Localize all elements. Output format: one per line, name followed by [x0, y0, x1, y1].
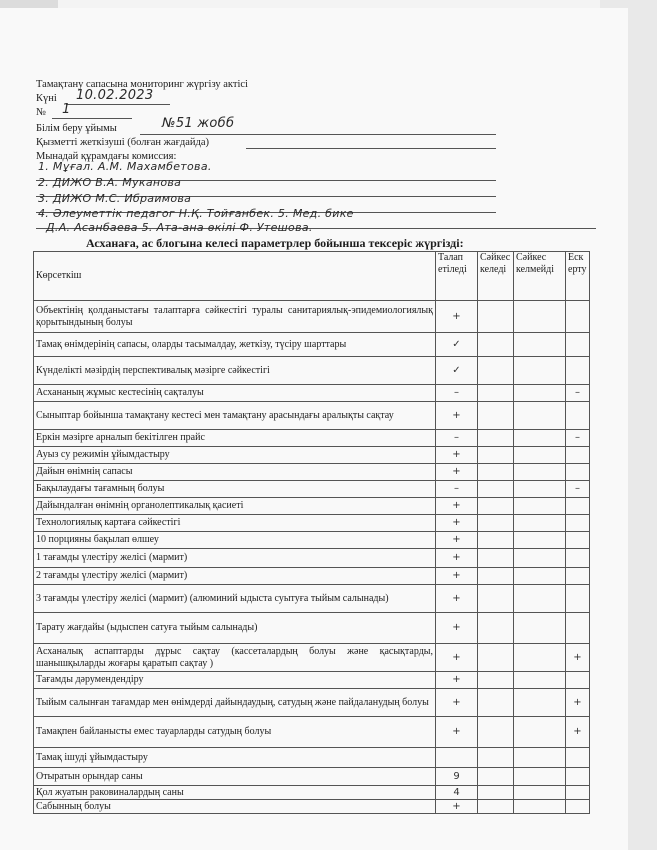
table-row [34, 515, 590, 532]
row-compliant-mark [478, 585, 514, 613]
commission-member-5: Д.А. Асанбаева 5. Ата-ана өкілі Ф. Утешова. [46, 221, 313, 234]
row-noncompliant-mark [514, 515, 566, 532]
row-note-mark: – [566, 385, 590, 402]
row-noncompliant-mark [514, 301, 566, 333]
row-required-mark: – [436, 385, 478, 402]
row-label: 1 тағамды үлестіру желісі (мармит) [34, 549, 436, 568]
row-compliant-mark [478, 549, 514, 568]
table-row [34, 672, 590, 689]
row-noncompliant-mark [514, 385, 566, 402]
row-label: Асханалық аспаптарды дұрыс сақтау (кассеталардың болуы және қасықтарды, шанышқыларды жоғары қаратып сақтау ) [34, 644, 436, 672]
row-note-mark [566, 786, 590, 800]
row-noncompliant-mark [514, 464, 566, 481]
row-compliant-mark [478, 515, 514, 532]
table-row [34, 717, 590, 748]
row-noncompliant-mark [514, 447, 566, 464]
row-label: Тамақ ішуді ұйымдастыру [34, 748, 436, 768]
header-compliant: Сәйкес келеді [478, 252, 514, 301]
row-label: Ауыз су режимін ұйымдастыру [34, 447, 436, 464]
table-row [34, 532, 590, 549]
row-required-mark: + [436, 498, 478, 515]
row-label: Еркін мәзірге арналып бекітілген прайс [34, 430, 436, 447]
row-noncompliant-mark [514, 481, 566, 498]
provider-label: Қызметті жеткізуші (болған жағдайда) [36, 137, 210, 148]
table-row [34, 689, 590, 717]
row-note-mark [566, 447, 590, 464]
row-noncompliant-mark [514, 800, 566, 814]
row-label: Бақылаудағы тағамның болуы [34, 481, 436, 498]
row-noncompliant-mark [514, 768, 566, 786]
header-indicator: Көрсеткіш [34, 252, 436, 301]
commission-member-4: 4. Әлеуметтік педагог Н.Қ. Тойғанбек. 5. Мед. бике [38, 207, 354, 220]
row-required-mark: + [436, 549, 478, 568]
row-noncompliant-mark [514, 585, 566, 613]
table-row [34, 613, 590, 644]
table-row [34, 498, 590, 515]
row-note-mark [566, 498, 590, 515]
number-label: № [36, 107, 47, 118]
row-note-mark [566, 585, 590, 613]
row-label: Объектінің қолданыстағы талаптарға сәйкестігі туралы санитариялық-эпидемиологиялық қорытындының болуы [34, 301, 436, 333]
commission-label: Мынадай құрамдағы комиссия: [36, 151, 177, 162]
row-label: Тағамды дәрумендендіру [34, 672, 436, 689]
row-note-mark [566, 748, 590, 768]
row-noncompliant-mark [514, 568, 566, 585]
row-label: Асхананың жұмыс кестесінің сақталуы [34, 385, 436, 402]
row-compliant-mark [478, 357, 514, 385]
row-compliant-mark [478, 498, 514, 515]
row-label: Отыратын орындар саны [34, 768, 436, 786]
row-note-mark [566, 464, 590, 481]
table-row [34, 481, 590, 498]
row-noncompliant-mark [514, 672, 566, 689]
row-required-mark [436, 748, 478, 768]
row-label: 2 тағамды үлестіру желісі (мармит) [34, 568, 436, 585]
row-required-mark: ✓ [436, 357, 478, 385]
row-required-mark: + [436, 568, 478, 585]
row-label: Дайын өнімнің сапасы [34, 464, 436, 481]
table-row [34, 447, 590, 464]
row-required-mark: ✓ [436, 333, 478, 357]
row-label: Сабынның болуы [34, 800, 436, 814]
number-value: 1 [62, 102, 71, 117]
table-row [34, 333, 590, 357]
row-required-mark: + [436, 613, 478, 644]
row-compliant-mark [478, 447, 514, 464]
header-note: Ескерту [566, 252, 590, 301]
table-row [34, 748, 590, 768]
row-noncompliant-mark [514, 748, 566, 768]
table-row [34, 301, 590, 333]
row-label: Қол жуатын раковиналардың саны [34, 786, 436, 800]
row-note-mark [566, 357, 590, 385]
row-compliant-mark [478, 385, 514, 402]
table-row [34, 549, 590, 568]
commission-member-1: 1. Мұғал. А.М. Махамбетова. [38, 160, 212, 173]
school-label: Білім беру ұйымы [36, 123, 117, 134]
row-noncompliant-mark [514, 333, 566, 357]
commission-member-3: 3. ДИЖО М.С. Ибраимова [38, 192, 192, 205]
row-note-mark: + [566, 644, 590, 672]
row-note-mark [566, 515, 590, 532]
row-compliant-mark [478, 481, 514, 498]
row-compliant-mark [478, 672, 514, 689]
row-required-mark: 9 [436, 768, 478, 786]
row-note-mark [566, 672, 590, 689]
date-value: 10.02.2023 [76, 88, 154, 103]
row-noncompliant-mark [514, 549, 566, 568]
row-label: 3 тағамды үлестіру желісі (мармит) (алюминий ыдыста суытуға тыйым салынады) [34, 585, 436, 613]
row-required-mark: + [436, 800, 478, 814]
row-note-mark [566, 549, 590, 568]
row-required-mark: + [436, 672, 478, 689]
row-note-mark: + [566, 717, 590, 748]
row-note-mark: + [566, 689, 590, 717]
row-noncompliant-mark [514, 532, 566, 549]
row-required-mark: + [436, 585, 478, 613]
row-compliant-mark [478, 402, 514, 430]
document-page [0, 8, 628, 850]
row-noncompliant-mark [514, 689, 566, 717]
row-compliant-mark [478, 301, 514, 333]
row-compliant-mark [478, 717, 514, 748]
table-row [34, 402, 590, 430]
row-noncompliant-mark [514, 717, 566, 748]
table-row [34, 644, 590, 672]
table-row [34, 568, 590, 585]
row-required-mark: – [436, 430, 478, 447]
row-required-mark: + [436, 644, 478, 672]
table-row [34, 800, 590, 814]
row-label: Тамақпен байланысты емес тауарларды сатудың болуы [34, 717, 436, 748]
header-required: Талап етіледі [436, 252, 478, 301]
row-noncompliant-mark [514, 644, 566, 672]
table-row [34, 430, 590, 447]
table-heading: Асханаға, ас блогына келесі параметрлер бойынша тексеріс жүргізді: [86, 236, 464, 250]
row-required-mark: + [436, 532, 478, 549]
row-label: Тарату жағдайы (ыдыспен сатуға тыйым салынады) [34, 613, 436, 644]
table-row [34, 585, 590, 613]
checklist-table [33, 251, 590, 814]
row-label: Дайындалған өнімнің органолептикалық қасиеті [34, 498, 436, 515]
row-noncompliant-mark [514, 357, 566, 385]
provider-field [246, 136, 496, 149]
row-compliant-mark [478, 644, 514, 672]
row-required-mark: + [436, 464, 478, 481]
row-note-mark [566, 800, 590, 814]
row-label: Технологиялық картаға сәйкестігі [34, 515, 436, 532]
row-compliant-mark [478, 430, 514, 447]
row-note-mark [566, 768, 590, 786]
row-compliant-mark [478, 689, 514, 717]
row-noncompliant-mark [514, 402, 566, 430]
row-required-mark: + [436, 447, 478, 464]
row-note-mark: – [566, 430, 590, 447]
header-noncompliant: Сәйкес келмейді [514, 252, 566, 301]
row-required-mark: + [436, 515, 478, 532]
table-row [34, 357, 590, 385]
row-required-mark: + [436, 402, 478, 430]
row-required-mark: – [436, 481, 478, 498]
row-noncompliant-mark [514, 613, 566, 644]
row-label: Күнделікті мәзірдің перспективалық мәзірге сәйкестігі [34, 357, 436, 385]
row-required-mark: + [436, 717, 478, 748]
row-compliant-mark [478, 613, 514, 644]
row-compliant-mark [478, 568, 514, 585]
row-note-mark: – [566, 481, 590, 498]
row-required-mark: + [436, 689, 478, 717]
row-label: 10 порцияны бақылап өлшеу [34, 532, 436, 549]
row-label: Тыйым салынған тағамдар мен өнімдерді дайындаудың, сатудың және пайдаланудың болуы [34, 689, 436, 717]
school-value: №51 жобб [162, 116, 235, 131]
row-noncompliant-mark [514, 430, 566, 447]
row-compliant-mark [478, 532, 514, 549]
row-note-mark [566, 532, 590, 549]
table-header-row [34, 252, 590, 301]
row-label: Тамақ өнімдерінің сапасы, оларды тасымалдау, жеткізу, түсіру шарттары [34, 333, 436, 357]
row-required-mark: + [436, 301, 478, 333]
row-note-mark [566, 333, 590, 357]
row-noncompliant-mark [514, 786, 566, 800]
document-title: Тамақтану сапасына мониторинг жүргізу актісі [36, 79, 248, 90]
commission-member-2: 2. ДИЖО В.А. Муканова [38, 176, 182, 189]
table-row [34, 768, 590, 786]
row-noncompliant-mark [514, 498, 566, 515]
row-label: Сыныптар бойынша тамақтану кестесі мен тамақтану арасындағы аралықты сақтау [34, 402, 436, 430]
row-compliant-mark [478, 768, 514, 786]
table-row [34, 464, 590, 481]
row-note-mark [566, 402, 590, 430]
row-note-mark [566, 613, 590, 644]
table-row [34, 786, 590, 800]
row-note-mark [566, 301, 590, 333]
row-required-mark: 4 [436, 786, 478, 800]
date-label: Күні [36, 93, 57, 104]
row-compliant-mark [478, 800, 514, 814]
row-compliant-mark [478, 748, 514, 768]
row-compliant-mark [478, 786, 514, 800]
table-row [34, 385, 590, 402]
row-note-mark [566, 568, 590, 585]
row-compliant-mark [478, 464, 514, 481]
row-compliant-mark [478, 333, 514, 357]
